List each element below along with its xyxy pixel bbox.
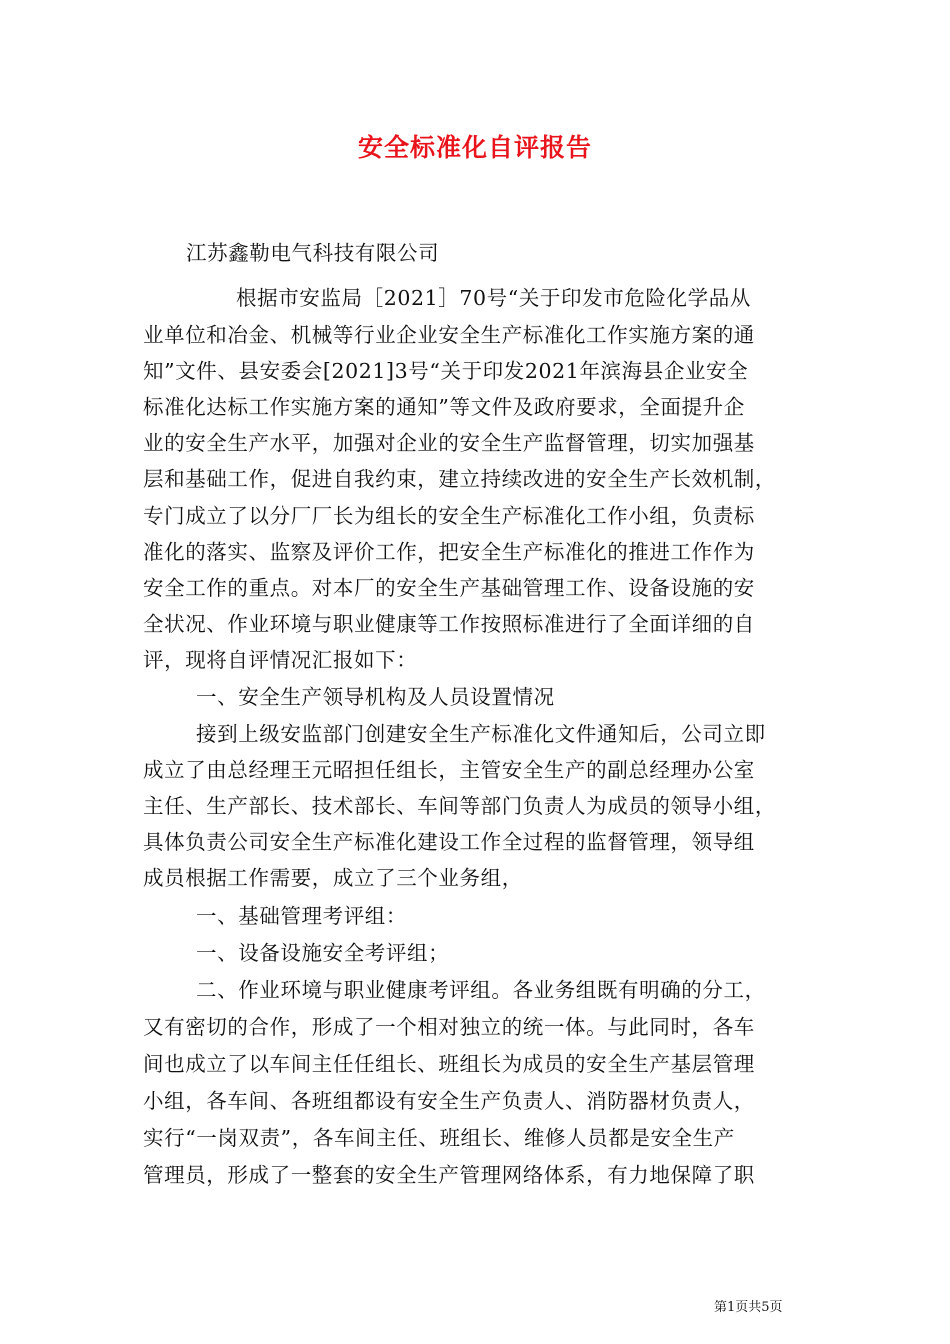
body-line: 具体负责公司安全生产标准化建设工作全过程的监督管理，领导组 xyxy=(143,830,755,854)
body-line: 成员根据工作需要，成立了三个业务组， xyxy=(143,866,523,890)
body-line: 成立了由总经理王元昭担任组长，主管安全生产的副总经理办公室 xyxy=(143,758,755,782)
list-item: 二、作业环境与职业健康考评组。各业务组既有明确的分工， xyxy=(196,978,766,1002)
body-line: 层和基础工作，促进自我约束，建立持续改进的安全生产长效机制， xyxy=(143,467,776,491)
body-line: 标准化达标工作实施方案的通知”等文件及政府要求，全面提升企 xyxy=(143,395,745,419)
body-line: 管理员，形成了一整套的安全生产管理网络体系，有力地保障了职 xyxy=(143,1163,755,1187)
body-line: 评，现将自评情况汇报如下： xyxy=(143,648,418,672)
company-name: 江苏鑫勒电气科技有限公司 xyxy=(186,241,440,265)
body-line: 小组，各车间、各班组都设有安全生产负责人、消防器材负责人， xyxy=(143,1089,755,1113)
list-item: 一、设备设施安全考评组； xyxy=(196,941,450,965)
body-line: 业的安全生产水平，加强对企业的安全生产监督管理，切实加强基 xyxy=(143,431,755,455)
body-line: 专门成立了以分厂厂长为组长的安全生产标准化工作小组，负责标 xyxy=(143,504,755,528)
page-number: 第1页共5页 xyxy=(714,1300,783,1315)
body-line: 主任、生产部长、技术部长、车间等部门负责人为成员的领导小组， xyxy=(143,794,776,818)
body-line: 准化的落实、监察及评价工作，把安全生产标准化的推进工作作为 xyxy=(143,540,755,564)
list-item: 一、基础管理考评组： xyxy=(196,904,407,928)
body-line: 又有密切的合作，形成了一个相对独立的统一体。与此同时，各车 xyxy=(143,1015,755,1039)
body-line: 实行“一岗双责”，各车间主任、班组长、维修人员都是安全生产 xyxy=(143,1126,735,1150)
body-line: 间也成立了以车间主任任组长、班组长为成员的安全生产基层管理 xyxy=(143,1052,755,1076)
body-line: 接到上级安监部门创建安全生产标准化文件通知后，公司立即 xyxy=(196,722,766,746)
document-title: 安全标准化自评报告 xyxy=(357,133,592,162)
body-line: 根据市安监局［2021］70号“关于印发市危险化学品从 xyxy=(236,286,751,310)
body-line: 安全工作的重点。对本厂的安全生产基础管理工作、设备设施的安 xyxy=(143,576,755,600)
body-line: 知”文件、县安委会[2021]3号“关于印发2021年滨海县企业安全 xyxy=(143,359,749,383)
body-line: 业单位和冶金、机械等行业企业安全生产标准化工作实施方案的通 xyxy=(143,323,755,347)
body-line: 全状况、作业环境与职业健康等工作按照标准进行了全面详细的自 xyxy=(143,612,755,636)
section-heading: 一、安全生产领导机构及人员设置情况 xyxy=(196,685,555,709)
